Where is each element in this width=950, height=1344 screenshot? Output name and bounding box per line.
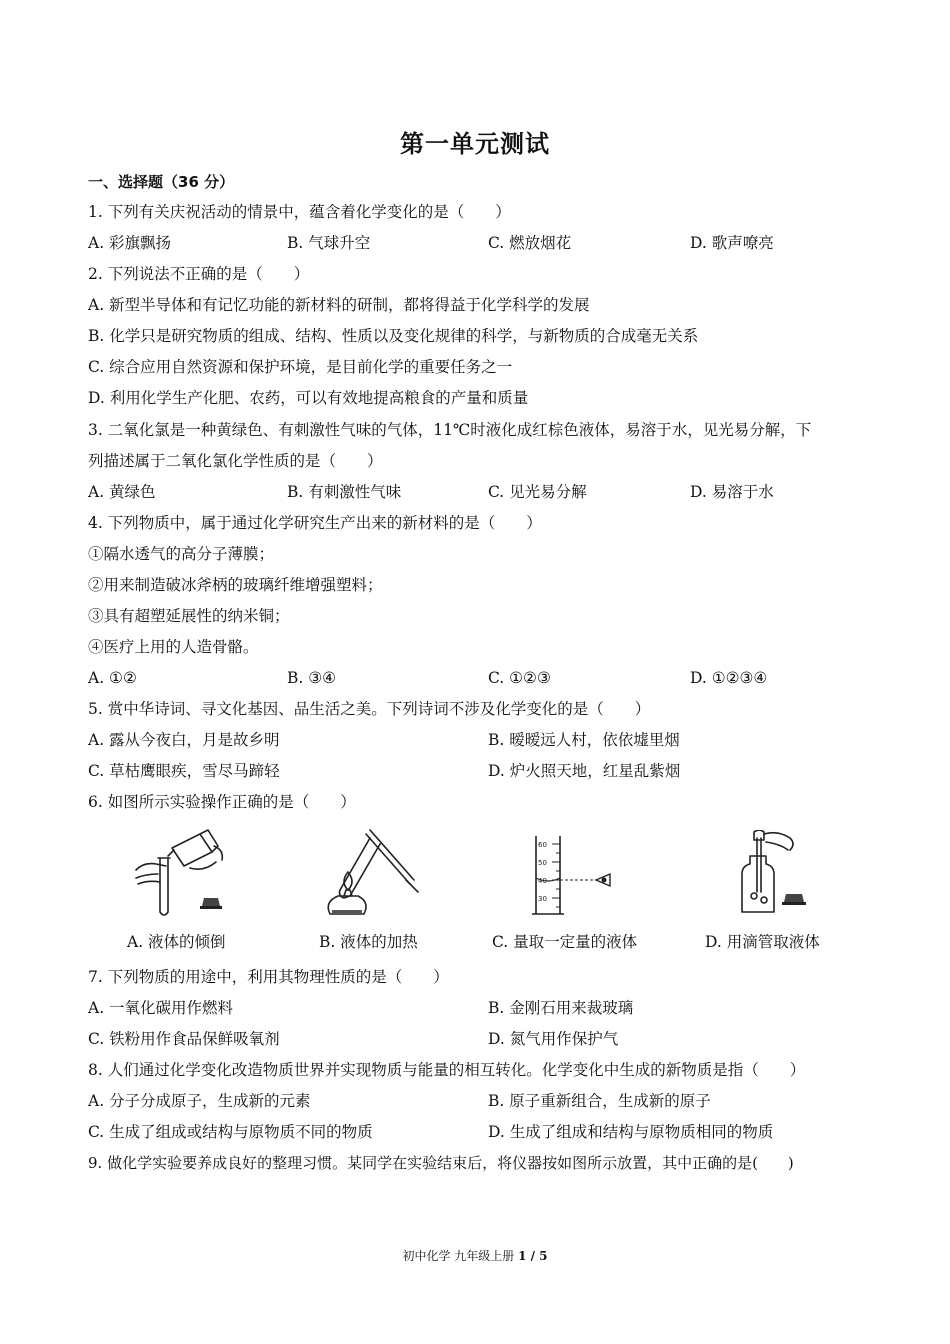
question-7-options-row1 — [88, 998, 888, 1018]
option-c: C. 铁粉用作食品保鲜吸氧剂 — [88, 1030, 280, 1048]
option-d: D. 氮气用作保护气 — [488, 1030, 619, 1048]
question-4-item-4: ④医疗上用的人造骨骼。 — [88, 638, 259, 656]
question-5-stem: 5. 赏中华诗词、寻文化基因、品生活之美。下列诗词不涉及化学变化的是（ ） — [88, 700, 651, 718]
figure-caption-c: C. 量取一定量的液体 — [492, 933, 638, 951]
figure-caption-d: D. 用滴管取液体 — [705, 933, 820, 951]
question-4-item-3: ③具有超塑延展性的纳米铜； — [88, 607, 290, 625]
question-4-item-1: ①隔水透气的高分子薄膜； — [88, 545, 275, 563]
option-b: B. 气球升空 — [287, 234, 371, 252]
question-8-stem: 8. 人们通过化学变化改造物质世界并实现物质与能量的相互转化。化学变化中生成的新物质是指（ ） — [88, 1061, 806, 1079]
question-3-stem-line2: 列描述属于二氧化氯化学性质的是（ ） — [88, 452, 383, 470]
eye-icon — [596, 874, 610, 886]
option-a: A. 露从今夜白，月是故乡明 — [88, 731, 280, 749]
option-c: C. 草枯鹰眼疾，雪尽马蹄轻 — [88, 762, 280, 780]
option-d: D. 易溶于水 — [690, 483, 774, 501]
option-c: C. ①②③ — [488, 669, 551, 687]
question-2-option-d: D. 利用化学生产化肥、农药，可以有效地提高粮食的产量和质量 — [88, 389, 529, 407]
question-3-options — [88, 482, 888, 502]
option-d: D. 生成了组成和结构与原物质相同的物质 — [488, 1123, 774, 1141]
page-title: 第一单元测试 — [400, 130, 550, 158]
question-1-stem: 1. 下列有关庆祝活动的情景中，蕴含着化学变化的是（ ） — [88, 203, 511, 221]
question-2-option-c: C. 综合应用自然资源和保护环境，是目前化学的重要任务之一 — [88, 358, 513, 376]
option-b: B. 有刺激性气味 — [287, 483, 402, 501]
option-b: B. ③④ — [287, 669, 337, 687]
option-a: A. 黄绿色 — [88, 483, 156, 501]
tick-label-60: 60 — [538, 841, 547, 849]
option-b: B. 原子重新组合，生成新的原子 — [488, 1092, 711, 1110]
tick-label-50: 50 — [538, 859, 547, 867]
option-d: D. ①②③④ — [690, 669, 768, 687]
measuring-cylinder-figure — [522, 834, 622, 916]
page-footer — [0, 1247, 950, 1264]
question-4-item-2: ②用来制造破冰斧柄的玻璃纤维增强塑料； — [88, 576, 383, 594]
question-4-stem: 4. 下列物质中，属于通过化学研究生产出来的新材料的是（ ） — [88, 514, 542, 532]
dropper-figure — [728, 830, 814, 918]
stopper-icon — [200, 898, 222, 909]
figure-caption-b: B. 液体的加热 — [319, 933, 418, 951]
question-5-options-row1 — [88, 730, 888, 750]
section-heading: 一、选择题（36 分） — [88, 173, 235, 191]
option-b: B. 暧暧远人村，依依墟里烟 — [488, 731, 680, 749]
question-4-options — [88, 668, 888, 688]
pouring-liquid-figure — [130, 828, 230, 920]
question-1-options — [88, 233, 888, 253]
question-8-options-row2 — [88, 1122, 888, 1142]
question-2-stem: 2. 下列说法不正确的是（ ） — [88, 265, 310, 283]
option-a: A. 分子分成原子，生成新的元素 — [88, 1092, 311, 1110]
option-a: A. 彩旗飘扬 — [88, 234, 172, 252]
tick-label-30: 30 — [538, 895, 547, 903]
option-b: B. 金刚石用来裁玻璃 — [488, 999, 634, 1017]
question-6-stem: 6. 如图所示实验操作正确的是（ ） — [88, 793, 356, 811]
question-5-options-row2 — [88, 761, 888, 781]
option-d: D. 歌声嘹亮 — [690, 234, 774, 252]
option-c: C. 见光易分解 — [488, 483, 587, 501]
question-9-stem: 9. 做化学实验要养成良好的整理习惯。某同学在实验结束后，将仪器按如图所示放置，其中正确的是( ) — [88, 1154, 794, 1172]
figure-caption-a: A. 液体的倾倒 — [127, 933, 226, 951]
question-2-option-b: B. 化学只是研究物质的组成、结构、性质以及变化规律的科学，与新物质的合成毫无关系 — [88, 327, 699, 345]
footer-text: 初中化学 九年级上册 — [402, 1249, 519, 1263]
option-c: C. 生成了组成或结构与原物质不同的物质 — [88, 1123, 373, 1141]
question-7-options-row2 — [88, 1029, 888, 1049]
page-number: 1 / 5 — [518, 1249, 548, 1263]
question-3-stem-line1: 3. 二氧化氯是一种黄绿色、有刺激性气味的气体，11℃时液化成红棕色液体，易溶于水，见光易分解，下 — [88, 421, 812, 439]
option-c: C. 燃放烟花 — [488, 234, 572, 252]
heating-liquid-figure — [318, 826, 428, 920]
question-7-stem: 7. 下列物质的用途中，利用其物理性质的是（ ） — [88, 968, 449, 986]
stopper-icon — [782, 894, 806, 905]
question-2-option-a: A. 新型半导体和有记忆功能的新材料的研制，都将得益于化学科学的发展 — [88, 296, 590, 314]
option-d: D. 炉火照天地，红星乱紫烟 — [488, 762, 681, 780]
question-8-options-row1 — [88, 1091, 888, 1111]
option-a: A. 一氧化碳用作燃料 — [88, 999, 234, 1017]
option-a: A. ①② — [88, 669, 137, 687]
tick-label-40: 40 — [538, 877, 547, 885]
